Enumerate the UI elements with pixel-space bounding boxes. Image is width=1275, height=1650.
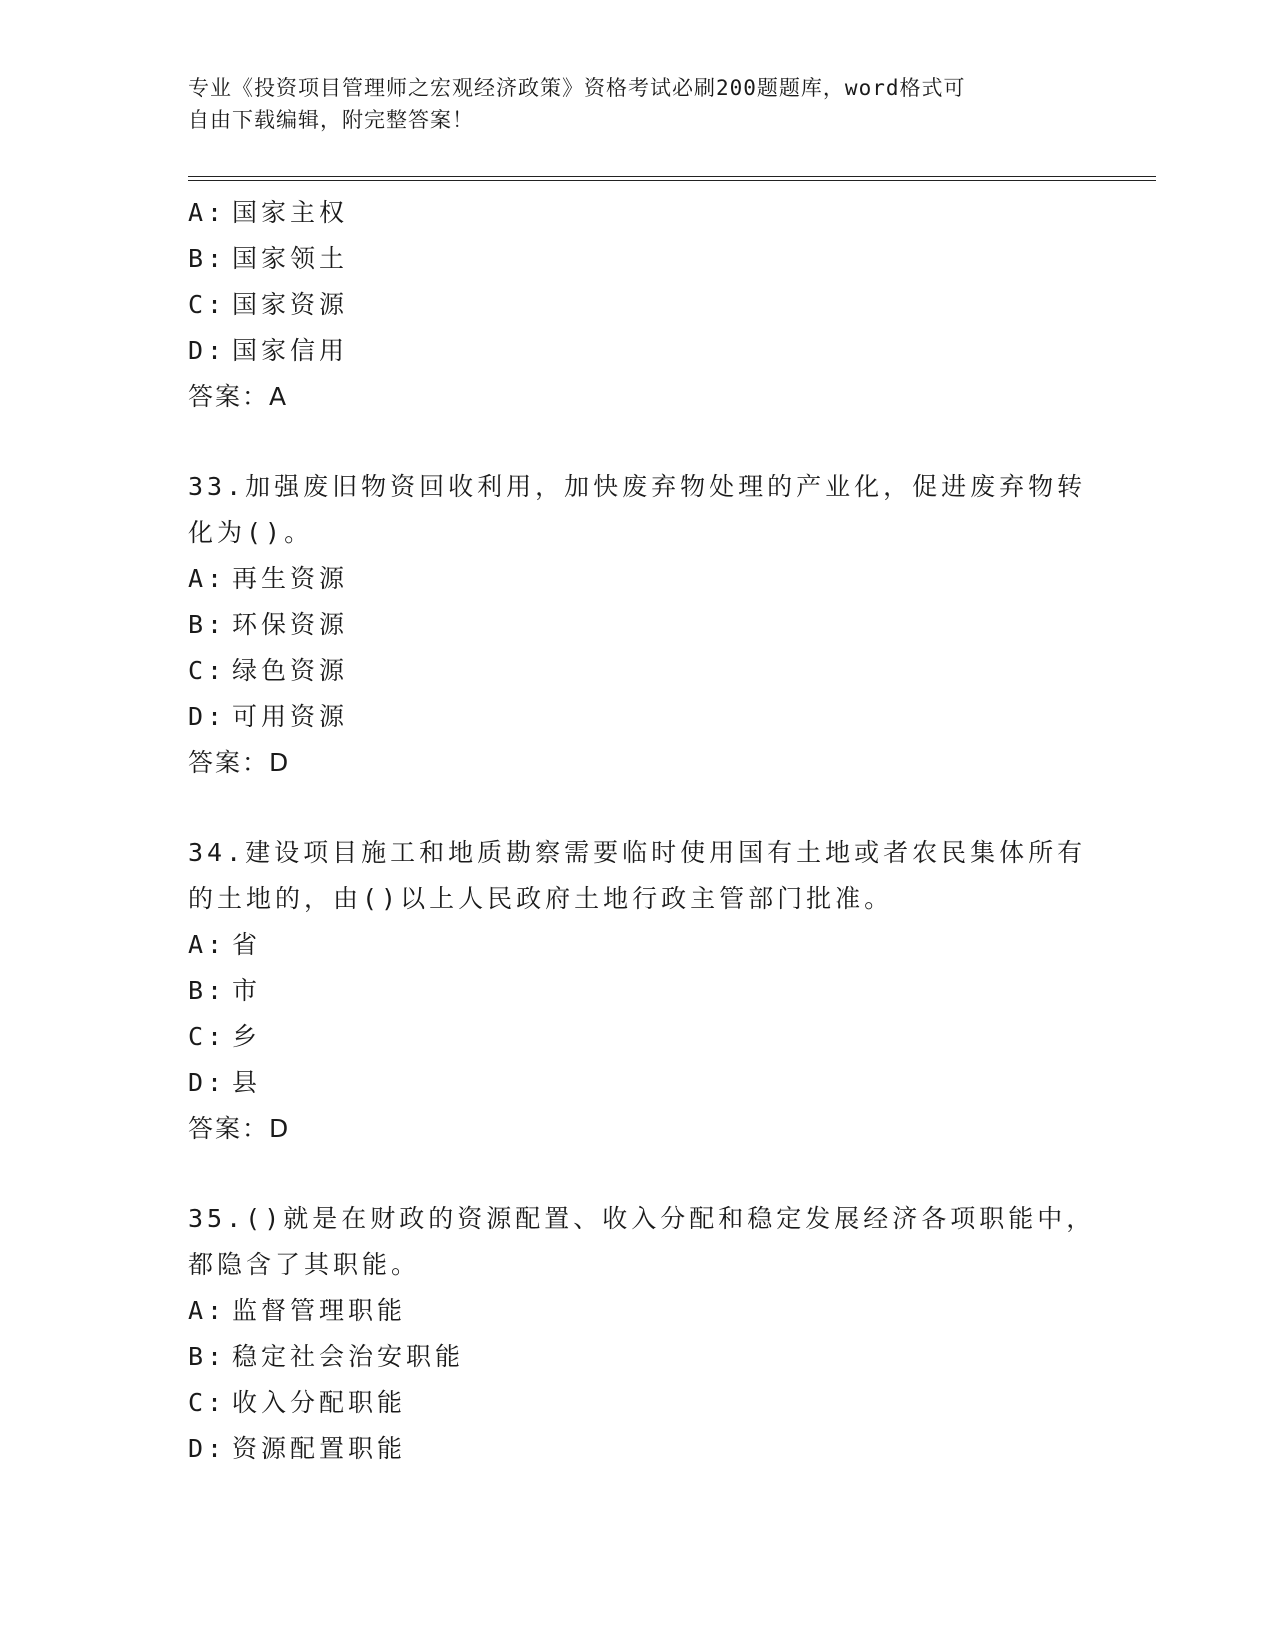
question-32 xyxy=(188,190,1088,420)
option-text: 乡 xyxy=(232,1022,262,1051)
option-text: 稳定社会治安职能 xyxy=(232,1342,465,1371)
option-prefix: D: xyxy=(188,1068,227,1097)
option-prefix: B: xyxy=(188,610,227,639)
question-33 xyxy=(188,464,1088,786)
option-text: 国家主权 xyxy=(232,198,349,227)
option-prefix: A: xyxy=(188,930,227,959)
option-b xyxy=(188,1334,1088,1380)
option-b xyxy=(188,968,1088,1014)
option-prefix: D: xyxy=(188,336,227,365)
option-prefix: B: xyxy=(188,976,227,1005)
option-prefix: B: xyxy=(188,1342,227,1371)
option-text: 国家资源 xyxy=(232,290,349,319)
option-text: 省 xyxy=(232,930,262,959)
option-a xyxy=(188,922,1088,968)
question-stem-line-2: 都隐含了其职能。 xyxy=(188,1250,421,1279)
question-35 xyxy=(188,1196,1096,1472)
option-text: 可用资源 xyxy=(232,702,349,731)
option-c xyxy=(188,648,1088,694)
question-stem-line-1: 35.()就是在财政的资源配置、收入分配和稳定发展经济各项职能中， xyxy=(188,1204,1096,1233)
header-title-line-1: 专业《投资项目管理师之宏观经济政策》资格考试必刷200题题库，word格式可 xyxy=(188,76,966,100)
option-d xyxy=(188,328,1088,374)
option-text: 市 xyxy=(232,976,262,1005)
option-c xyxy=(188,282,1088,328)
option-a xyxy=(188,556,1088,602)
document-header xyxy=(188,72,1068,136)
option-text: 绿色资源 xyxy=(232,656,349,685)
question-34 xyxy=(188,830,1088,1152)
option-text: 资源配置职能 xyxy=(232,1434,407,1463)
option-d xyxy=(188,1426,1088,1472)
answer-label: 答案：D xyxy=(188,1114,291,1143)
option-prefix: A: xyxy=(188,1296,227,1325)
answer-label: 答案：D xyxy=(188,748,291,777)
option-c xyxy=(188,1380,1088,1426)
option-d xyxy=(188,694,1088,740)
option-text: 收入分配职能 xyxy=(232,1388,407,1417)
option-prefix: B: xyxy=(188,244,227,273)
question-list xyxy=(188,190,1096,1472)
question-stem-line-2: 的土地的，由()以上人民政府土地行政主管部门批准。 xyxy=(188,884,894,913)
option-prefix: A: xyxy=(188,564,227,593)
question-stem-line-2: 化为()。 xyxy=(188,518,314,547)
option-prefix: C: xyxy=(188,290,227,319)
question-stem-line-1: 33.加强废旧物资回收利用，加快废弃物处理的产业化，促进废弃物转 xyxy=(188,472,1087,501)
option-a xyxy=(188,1288,1088,1334)
option-prefix: D: xyxy=(188,702,227,731)
option-text: 监督管理职能 xyxy=(232,1296,407,1325)
spacer xyxy=(188,786,1088,830)
answer-label: 答案：A xyxy=(188,382,289,411)
option-text: 县 xyxy=(232,1068,262,1097)
option-a xyxy=(188,190,1088,236)
option-prefix: C: xyxy=(188,1388,227,1417)
option-prefix: C: xyxy=(188,656,227,685)
option-text: 国家领土 xyxy=(232,244,349,273)
option-prefix: C: xyxy=(188,1022,227,1051)
option-prefix: D: xyxy=(188,1434,227,1463)
option-d xyxy=(188,1060,1088,1106)
spacer xyxy=(188,1152,1088,1196)
option-text: 环保资源 xyxy=(232,610,349,639)
header-title-line-2: 自由下载编辑，附完整答案！ xyxy=(188,108,474,132)
option-text: 国家信用 xyxy=(232,336,349,365)
spacer xyxy=(188,420,1088,464)
option-prefix: A: xyxy=(188,198,227,227)
option-b xyxy=(188,236,1088,282)
option-b xyxy=(188,602,1088,648)
option-text: 再生资源 xyxy=(232,564,349,593)
option-c xyxy=(188,1014,1088,1060)
question-stem-line-1: 34.建设项目施工和地质勘察需要临时使用国有土地或者农民集体所有 xyxy=(188,838,1087,867)
header-divider xyxy=(188,176,1156,181)
